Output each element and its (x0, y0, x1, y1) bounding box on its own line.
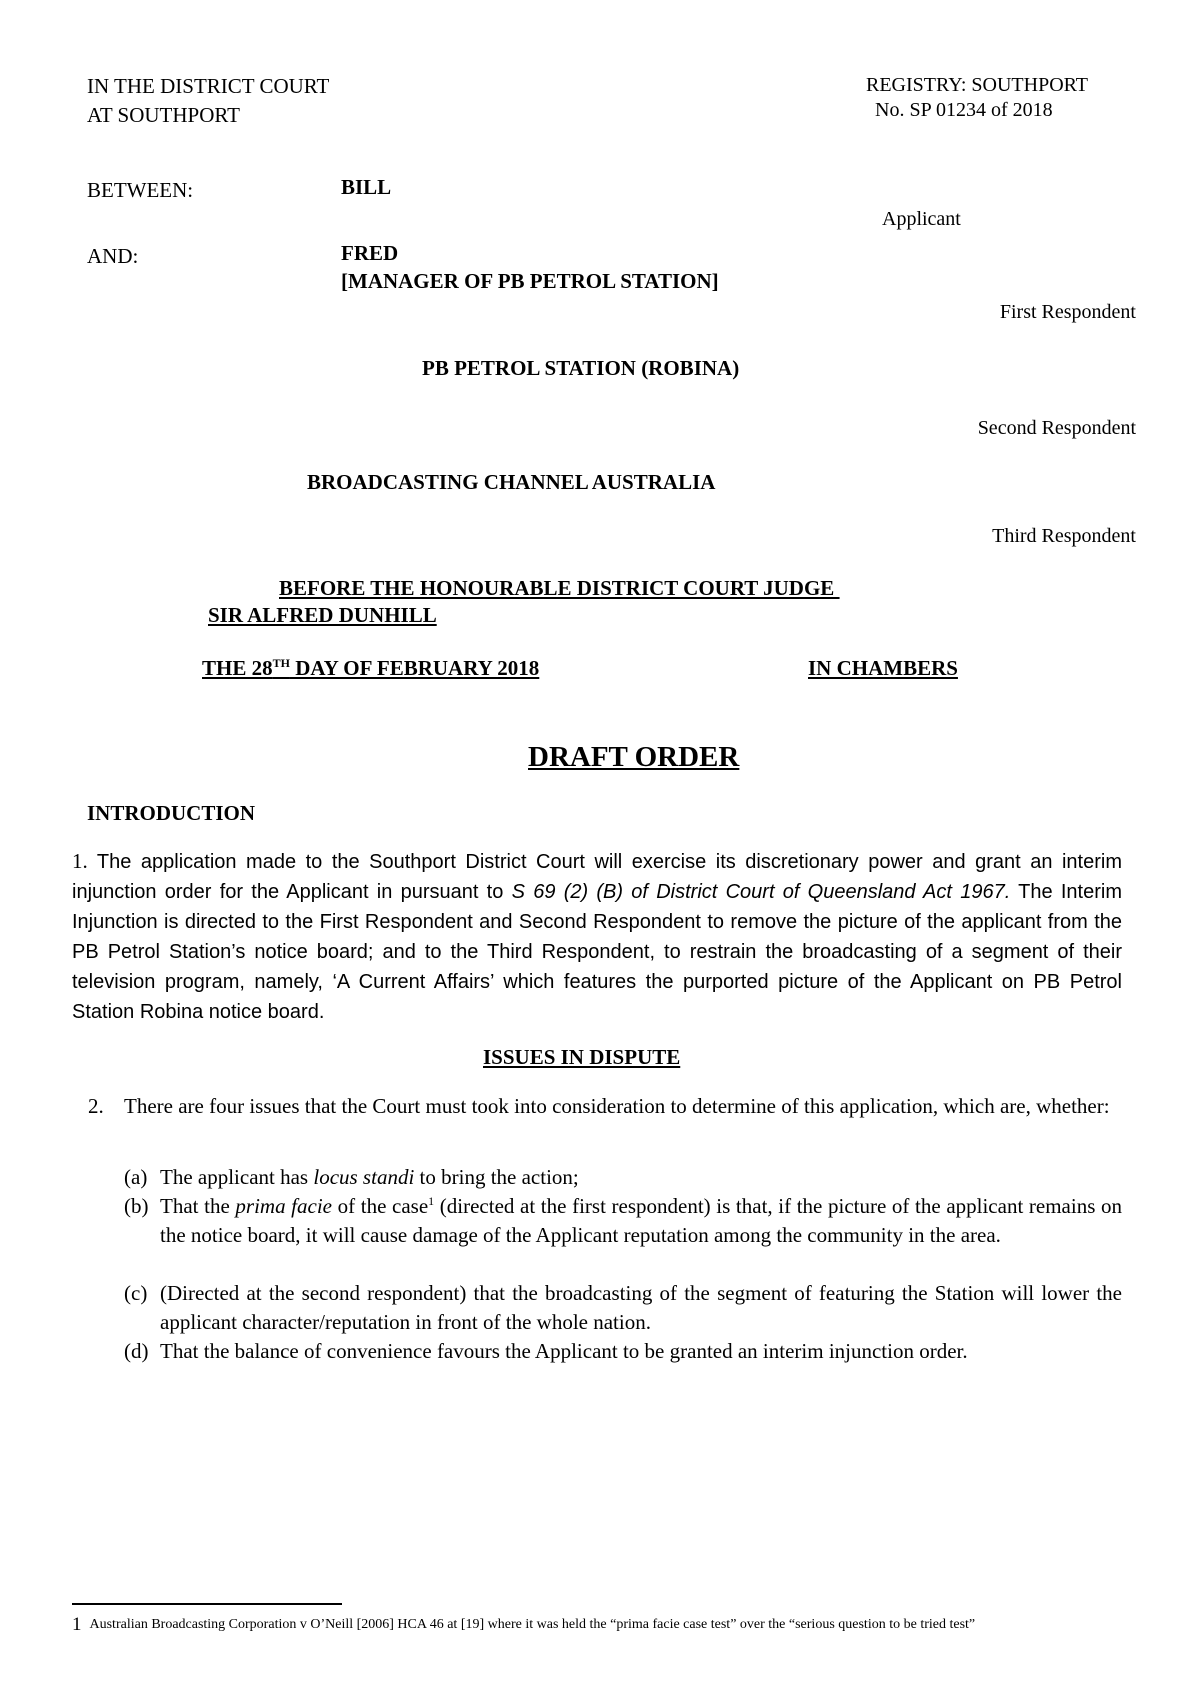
issue-label: (c) (124, 1281, 148, 1305)
third-respondent-name: BROADCASTING CHANNEL AUSTRALIA (307, 470, 716, 494)
judge-name: SIR ALFRED DUNHILL (208, 603, 437, 627)
issue-item-c (124, 1279, 1122, 1337)
court-name-line1: IN THE DISTRICT COURT (87, 74, 330, 98)
applicant-role: Applicant (882, 208, 961, 230)
paragraph-number: 1. (72, 849, 88, 873)
second-respondent-role: Second Respondent (977, 417, 1136, 439)
between-label: BETWEEN: (87, 178, 194, 202)
registry-label: REGISTRY: SOUTHPORT (866, 74, 1088, 96)
issue-label: (b) (124, 1194, 149, 1218)
footnote-reference[interactable]: 1 (428, 1194, 435, 1208)
issue-text-mid: of the case (332, 1194, 429, 1218)
introduction-paragraph (72, 847, 1122, 1027)
issues-heading: ISSUES IN DISPUTE (483, 1045, 681, 1069)
introduction-text-part1: The application made to the Southport District Court will exercise its discretionary power and grant an interim injunction order for the Applicant in pursuant to (72, 851, 1122, 903)
issue-text (160, 1192, 1122, 1250)
in-chambers-label: IN CHAMBERS (808, 656, 958, 680)
introduction-heading: INTRODUCTION (87, 801, 256, 825)
second-respondent-name: PB PETROL STATION (ROBINA) (422, 356, 740, 380)
issue-label: (a) (124, 1165, 148, 1189)
issues-intro-item (88, 1092, 1122, 1152)
issue-item-a (124, 1163, 1122, 1192)
issue-italic-term: locus standi (313, 1165, 415, 1189)
order-date-suffix: TH (272, 656, 290, 670)
paragraph-number: 2. (88, 1094, 104, 1118)
footnote-number: 1 (72, 1614, 82, 1635)
footnote-separator (72, 1603, 342, 1605)
first-respondent-role: First Respondent (999, 301, 1136, 323)
issue-text-start: That the (160, 1194, 236, 1218)
third-respondent-role: Third Respondent (992, 525, 1136, 547)
court-name-line2: AT SOUTHPORT (87, 103, 240, 127)
issue-text-end: to bring the action; (414, 1165, 579, 1189)
and-label: AND: (87, 244, 139, 268)
issue-item-d (124, 1337, 1122, 1366)
introduction-text-part2: The Interim Injunction is directed to the First Respondent and Second Respondent to remove the picture of the applicant from the PB Petrol Station’s notice board; and to the Third Respondent, to restrain the broadcasting of a segment of their television program, namely, ‘A Current Affairs’ which features the purported picture of the Applicant on PB Petrol Station Robina notice board. (72, 881, 1122, 1023)
order-date-rest: DAY OF FEBRUARY 2018 (289, 656, 540, 680)
footnote (72, 1616, 975, 1634)
issue-text: That the balance of convenience favours the Applicant to be granted an interim injunction order. (160, 1339, 968, 1363)
before-judge-line: BEFORE THE HONOURABLE DISTRICT COURT JUDGE (279, 576, 840, 600)
order-date (202, 655, 539, 681)
file-number: No. SP 01234 of 2018 (875, 99, 1053, 121)
applicant-name: BILL (341, 175, 392, 199)
issue-text-start: The applicant has (160, 1165, 314, 1189)
document-title: DRAFT ORDER (528, 741, 740, 773)
issue-italic-term: prima facie (235, 1194, 332, 1218)
first-respondent-description: [MANAGER OF PB PETROL STATION] (341, 269, 719, 293)
footnote-text: Australian Broadcasting Corporation v O’Neill [2006] HCA 46 at [19] where it was held the “prima facie case test” over the “serious question to be tried test” (89, 1617, 976, 1632)
issue-text (160, 1163, 1122, 1192)
issues-intro-text: There are four issues that the Court must took into consideration to determine of this application, which are, whether: (124, 1094, 1110, 1118)
issue-label: (d) (124, 1339, 149, 1363)
introduction-statute-citation: S 69 (2) (B) of District Court of Queensland Act 1967. (511, 881, 1011, 903)
issue-text-end: (directed at the first respondent) is that, if the picture of the applicant remains on the notice board, it will cause damage of the Applicant reputation among the community in the area. (160, 1194, 1123, 1247)
order-date-day: THE 28 (202, 656, 273, 680)
issue-item-b (124, 1192, 1122, 1279)
issue-text: (Directed at the second respondent) that the broadcasting of the segment of featuring the Station will lower the applicant character/reputation in front of the whole nation. (160, 1281, 1122, 1334)
first-respondent-name: FRED (341, 241, 399, 265)
